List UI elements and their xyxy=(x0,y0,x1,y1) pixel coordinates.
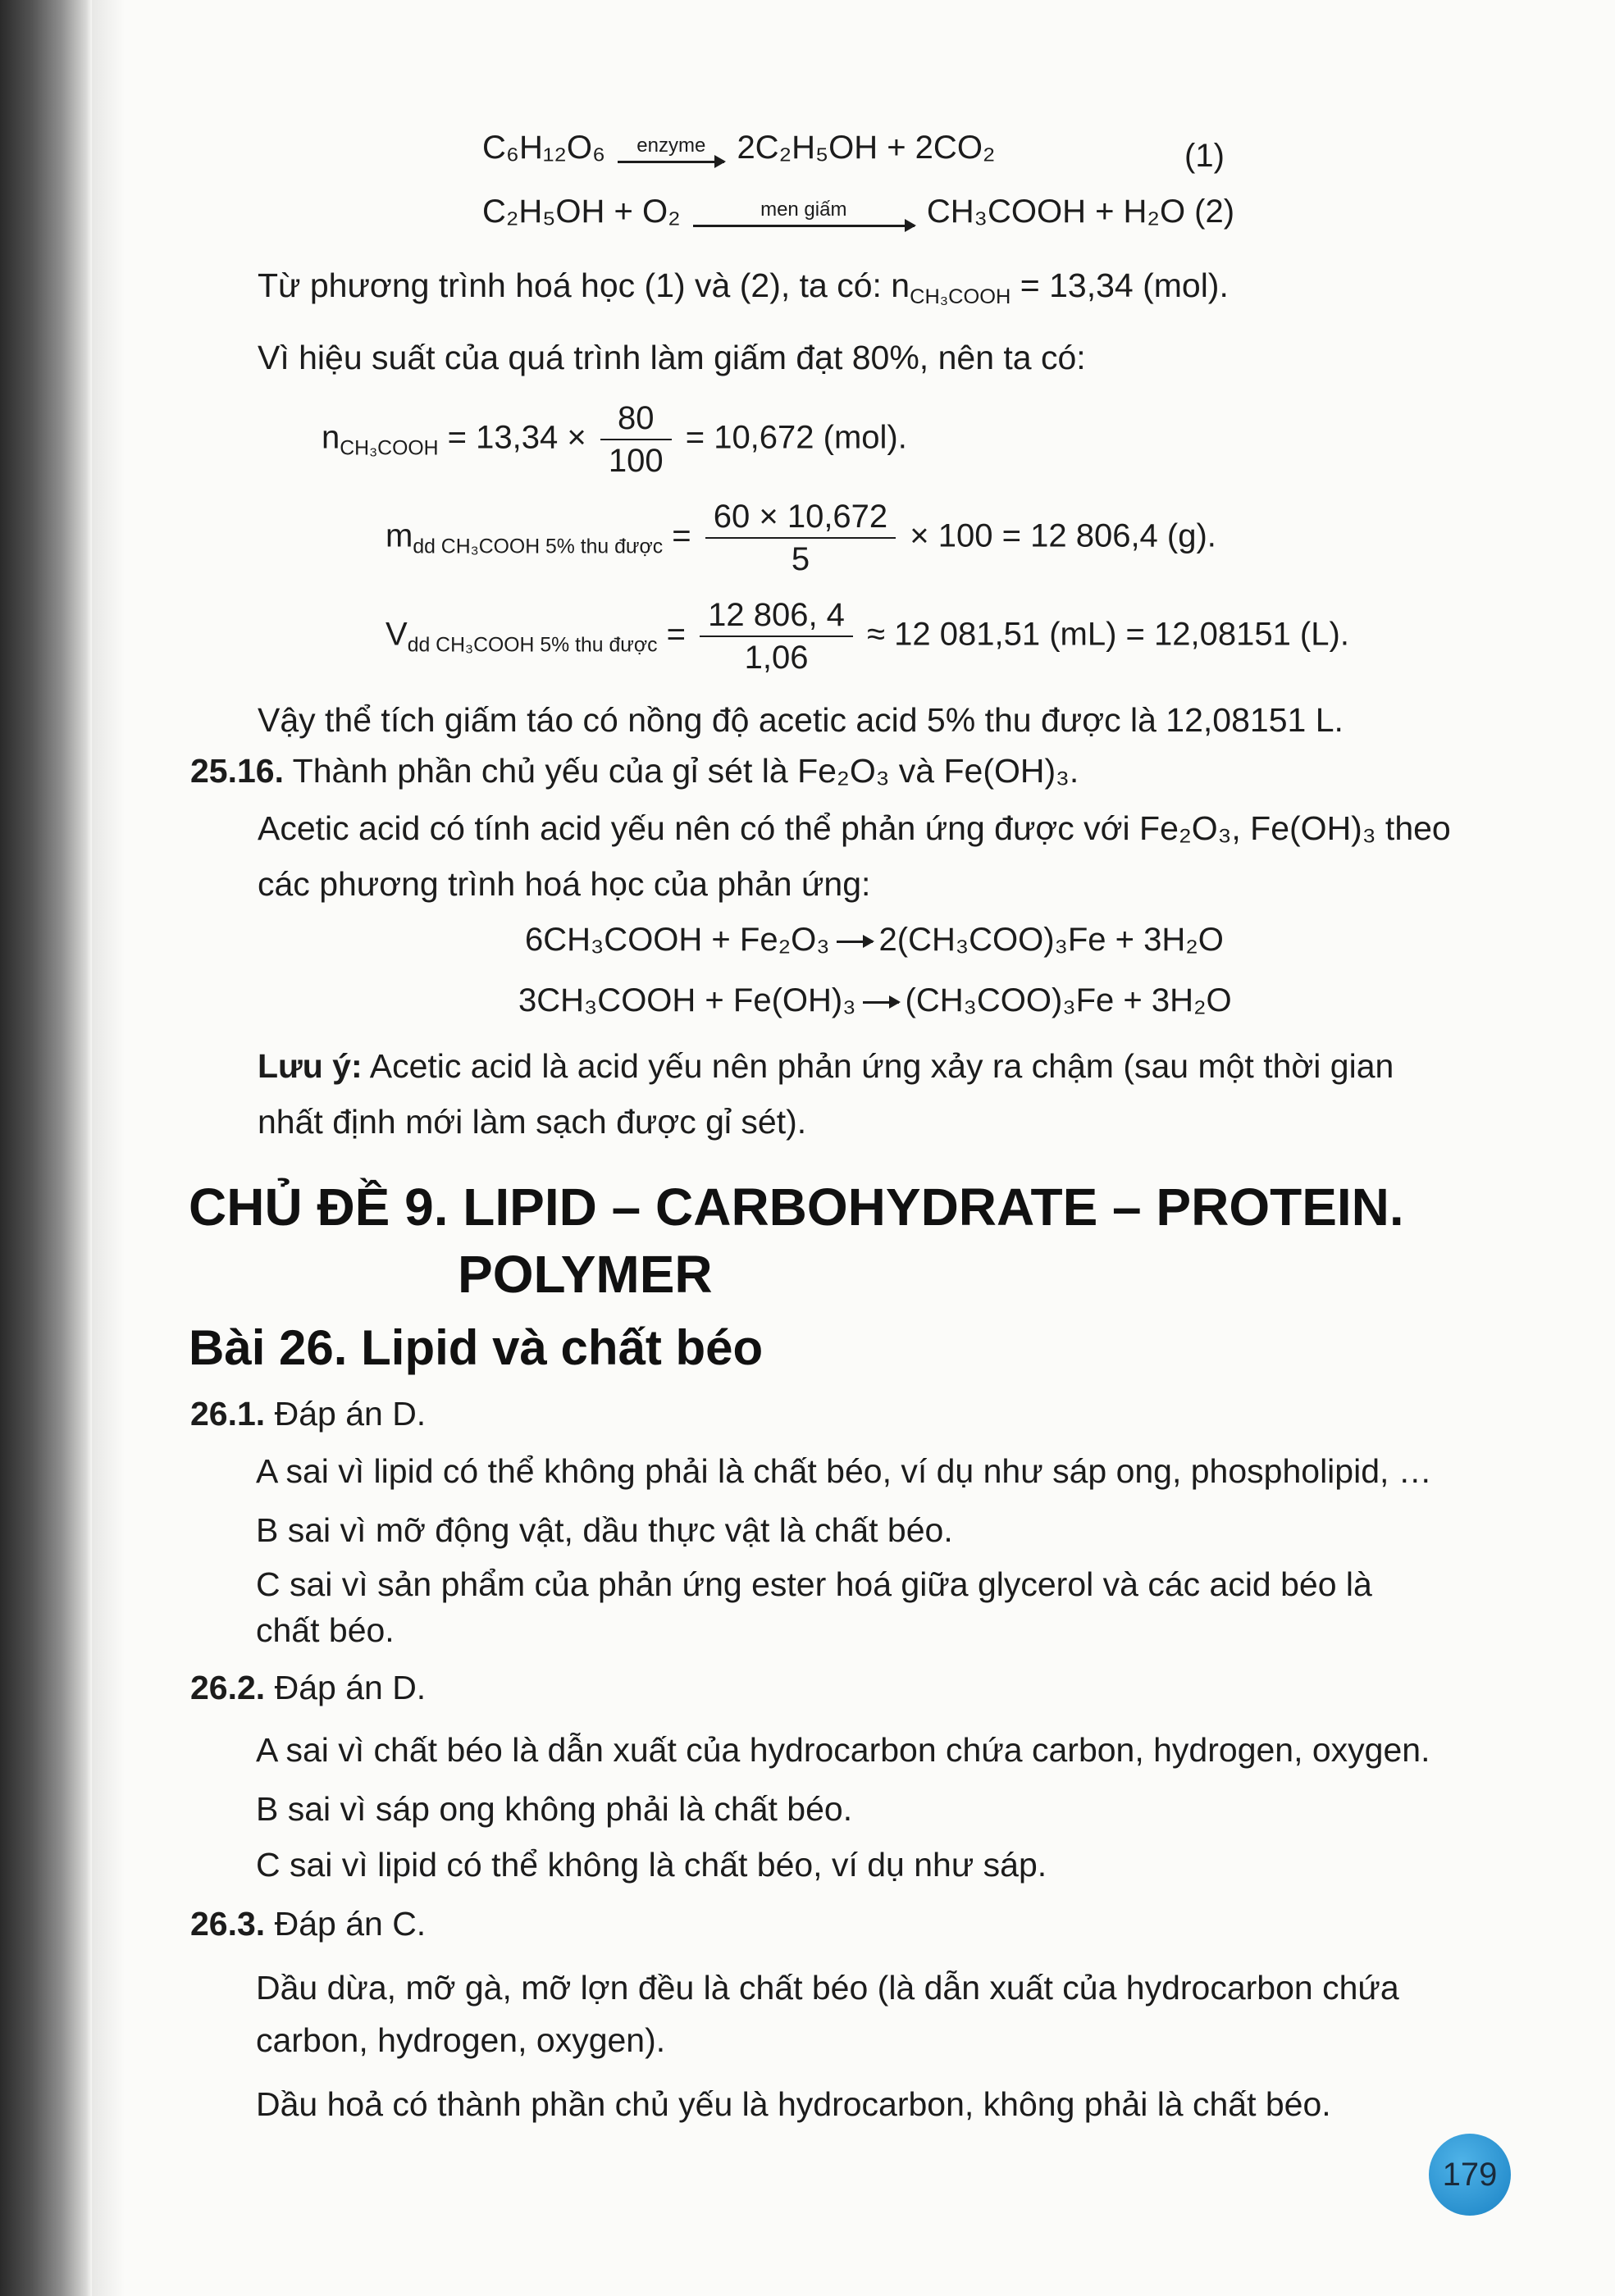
n-numerator: 80 xyxy=(600,402,672,440)
calc-line-1-tail: = 13,34 (mol). xyxy=(1011,266,1229,304)
answer-text: Đáp án D. xyxy=(265,1395,427,1433)
n-symbol: n xyxy=(322,419,340,456)
q26-3-p3: Dầu hoả có thành phần chủ yếu là hydrocarbon, không phải là chất béo. xyxy=(256,2085,1331,2123)
eq2-arrow xyxy=(693,200,915,227)
eq1-rhs: 2C₂H₅OH + 2CO₂ xyxy=(737,130,996,166)
m-fraction xyxy=(705,500,896,576)
v-denominator: 1,06 xyxy=(744,640,809,676)
question-26-1 xyxy=(190,1397,426,1431)
question-number: 26.2. xyxy=(190,1669,266,1706)
page-binding xyxy=(0,0,92,2296)
calc-line-1-text: Từ phương trình hoá học (1) và (2), ta có: n xyxy=(258,266,910,304)
m-denominator: 5 xyxy=(791,541,810,577)
q26-1-c2: chất béo. xyxy=(256,1611,395,1649)
eq1-number: (1) xyxy=(1184,138,1225,174)
reaction-2-rhs: (CH₃COO)₃Fe + 3H₂O xyxy=(905,982,1232,1018)
calc-line-1 xyxy=(258,266,1229,309)
q26-2-c: C sai vì lipid có thể không là chất béo, ví dụ như sáp. xyxy=(256,1846,1047,1884)
equation-1 xyxy=(482,131,995,164)
v-symbol: V xyxy=(386,616,408,653)
n-fraction xyxy=(600,402,672,477)
q25-16-para-1: Acetic acid có tính acid yếu nên có thể phản ứng được với Fe₂O₃, Fe(OH)₃ theo xyxy=(258,809,1451,847)
question-number: 25.16. xyxy=(190,752,284,790)
question-text: Thành phần chủ yếu của gỉ sét là Fe₂O₃ và Fe(OH)₃. xyxy=(284,752,1079,790)
eq1-catalyst: enzyme xyxy=(636,134,706,157)
reaction-2 xyxy=(518,984,1232,1017)
binding-shadow xyxy=(92,0,125,2296)
eq1-arrow xyxy=(618,136,724,163)
n-calc xyxy=(322,402,907,477)
m-symbol: m xyxy=(386,517,413,554)
q26-3-p1: Dầu dừa, mỡ gà, mỡ lợn đều là chất béo (là dẫn xuất của hydrocarbon chứa xyxy=(256,1969,1399,2007)
note-line-2: nhất định mới làm sạch được gỉ sét). xyxy=(258,1103,807,1141)
note-text: Acetic acid là acid yếu nên phản ứng xảy ra chậm (sau một thời gian xyxy=(362,1047,1394,1085)
n-denominator: 100 xyxy=(608,443,664,479)
n-sub: CH₃COOH xyxy=(340,437,439,460)
note-line-1 xyxy=(258,1047,1394,1085)
equation-2 xyxy=(482,195,1234,228)
reaction-arrow xyxy=(837,941,873,943)
q26-1-a: A sai vì lipid có thể không phải là chất béo, ví dụ như sáp ong, phospholipid, … xyxy=(256,1452,1432,1490)
n-result: = 10,672 (mol). xyxy=(685,419,907,456)
eq2-lhs: C₂H₅OH + O₂ xyxy=(482,194,681,230)
q26-1-c1: C sai vì sản phẩm của phản ứng ester hoá giữa glycerol và các acid béo là xyxy=(256,1565,1372,1603)
lesson-title: Bài 26. Lipid và chất béo xyxy=(189,1320,764,1375)
v-fraction xyxy=(700,599,853,674)
question-26-3 xyxy=(190,1907,426,1941)
note-label: Lưu ý: xyxy=(258,1047,363,1085)
question-number: 26.1. xyxy=(190,1395,266,1433)
calc-line-2: Vì hiệu suất của quá trình làm giấm đạt 80%, nên ta có: xyxy=(258,339,1086,376)
m-eq: = xyxy=(663,517,691,554)
n-expr: = 13,34 × xyxy=(438,419,586,456)
q26-2-b: B sai vì sáp ong không phải là chất béo. xyxy=(256,1790,853,1828)
v-numerator: 12 806, 4 xyxy=(700,599,853,637)
calc-conclusion: Vậy thể tích giấm táo có nồng độ acetic acid 5% thu được là 12,08151 L. xyxy=(258,701,1344,739)
reaction-2-lhs: 3CH₃COOH + Fe(OH)₃ xyxy=(518,982,856,1018)
reaction-arrow xyxy=(863,1001,899,1004)
page-number: 179 xyxy=(1429,2134,1511,2216)
v-result: ≈ 12 081,51 (mL) = 12,08151 (L). xyxy=(867,616,1349,653)
eq2-rhs: CH₃COOH + H₂O (2) xyxy=(926,194,1235,230)
q25-16-para-2: các phương trình hoá học của phản ứng: xyxy=(258,865,871,903)
eq1-lhs: C₆H₁₂O₆ xyxy=(482,130,606,166)
question-number: 26.3. xyxy=(190,1905,266,1943)
chapter-title: CHỦ ĐỀ 9. LIPID – CARBOHYDRATE – PROTEIN. xyxy=(189,1178,1404,1237)
q26-2-a: A sai vì chất béo là dẫn xuất của hydrocarbon chứa carbon, hydrogen, oxygen. xyxy=(256,1731,1430,1769)
eq2-catalyst: men giấm xyxy=(760,198,847,221)
reaction-1-lhs: 6CH₃COOH + Fe₂O₃ xyxy=(525,922,830,958)
v-eq: = xyxy=(657,616,686,653)
reaction-1 xyxy=(525,923,1224,956)
answer-text: Đáp án C. xyxy=(265,1905,427,1943)
chapter-title-cont: POLYMER xyxy=(458,1245,713,1304)
v-calc xyxy=(386,599,1349,674)
q26-3-p2: carbon, hydrogen, oxygen). xyxy=(256,2021,666,2059)
question-26-2 xyxy=(190,1671,426,1705)
answer-text: Đáp án D. xyxy=(265,1669,427,1706)
m-numerator: 60 × 10,672 xyxy=(705,500,896,539)
m-sub: dd CH₃COOH 5% thu được xyxy=(413,535,664,558)
v-sub: dd CH₃COOH 5% thu được xyxy=(407,634,658,657)
question-25-16 xyxy=(190,754,1079,788)
m-calc xyxy=(386,500,1216,576)
calc-line-1-sub: CH₃COOH xyxy=(910,285,1011,309)
q26-1-b: B sai vì mỡ động vật, dầu thực vật là chất béo. xyxy=(256,1511,953,1549)
m-result: × 100 = 12 806,4 (g). xyxy=(910,517,1216,554)
reaction-1-rhs: 2(CH₃COO)₃Fe + 3H₂O xyxy=(878,922,1224,958)
